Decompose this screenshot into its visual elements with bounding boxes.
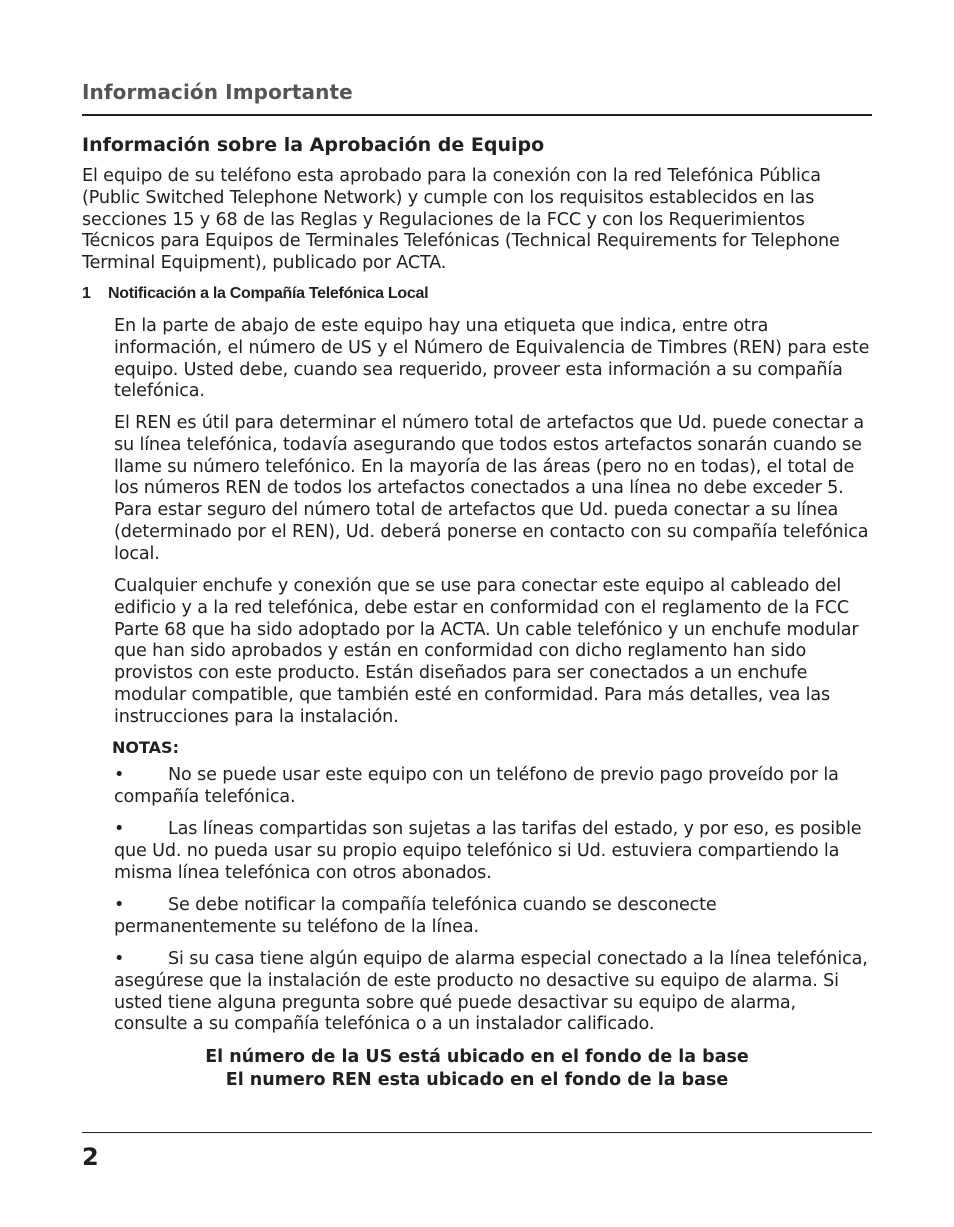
item-paragraph: Cualquier enchufe y conexión que se use para conectar este equipo al cableado del edificio y a la red telefónica, debe estar en conformidad con el reglamento de la FCC Parte 68 que ha sido adoptado por la ACTA. Un cable telefónico y un enchufe modular que han sido aprobados y están en conformidad con dicho reglamento han sido provistos con este producto. Están diseñados para ser conectados a un enchufe modular compatible, que también esté en conformidad. Para más detalles, vea las instrucciones para la instalación. [114,576,859,727]
page-header-title: Información Importante [82,80,353,104]
page-number: 2 [82,1143,99,1171]
footer-divider [82,1132,872,1133]
intro-paragraph: El equipo de su teléfono esta aprobado para la conexión con la red Telefónica Pública (Public Switched Telephone Network) y cumple con los requisitos establecidos en las secciones 15 y 68 de las Reglas y Regulaciones de la FCC y con los Requerimientos Técnicos para Equipos de Terminales Telefónicas (Technical Requirements for Telephone Terminal Equipment), publicado por ACTA. [82,166,840,274]
item-heading [82,285,428,303]
notes-label: NOTAS: [112,738,179,757]
item-paragraph: El REN es útil para determinar el número total de artefactos que Ud. puede conectar a su línea telefónica, todavía asegurando que todos estos artefactos sonarán cuando se llame su número telefónico. En la mayoría de las áreas (pero no en todas), el total de los números REN de todos los artefactos conectados a una línea no debe exceder 5. Para estar seguro del número total de artefactos que Ud. pueda conectar a su línea (determinado por el REN), Ud. deberá ponerse en contacto con su compañía telefónica local. [114,413,869,564]
bullet-icon: • [114,819,125,839]
note-text: Se debe notificar la compañía telefónica cuando se desconecte permanentemente su teléfono de la línea. [114,895,717,937]
bullet-icon: • [114,895,125,915]
bullet-icon: • [114,765,125,785]
bullet-icon: • [114,949,125,969]
item-number: 1 [82,285,91,302]
note-bullet-item [114,819,874,884]
section-title: Información sobre la Aprobación de Equipo [82,134,545,156]
note-text: No se puede usar este equipo con un teléfono de previo pago proveído por la compañía telefónica. [114,765,839,807]
note-bullet-item [114,895,874,939]
header-divider [82,114,872,116]
note-bullet-item [114,949,874,1036]
ren-number-location-note: El numero REN esta ubicado en el fondo de la base [225,1070,729,1090]
note-text: Las líneas compartidas son sujetas a las tarifas del estado, y por eso, es posible que Ud. no pueda usar su propio equipo telefónico si Ud. estuviera compartiendo la misma línea telefónica con otros abonados. [114,819,862,883]
us-number-location-note: El número de la US está ubicado en el fondo de la base [205,1047,749,1067]
item-paragraph: En la parte de abajo de este equipo hay una etiqueta que indica, entre otra información, el número de US y el Número de Equivalencia de Timbres (REN) para este equipo. Usted debe, cuando sea requerido, proveer esta información a su compañía telefónica. [114,316,870,402]
item-title: Notificación a la Compañía Telefónica Local [108,285,429,302]
note-bullet-item [114,765,874,809]
note-text: Si su casa tiene algún equipo de alarma especial conectado a la línea telefónica, asegúrese que la instalación de este producto no desactive su equipo de alarma. Si usted tiene alguna pregunta sobre qué puede desactivar su equipo de alarma, consulte a su compañía telefónica o a un instalador calificado. [114,949,868,1035]
